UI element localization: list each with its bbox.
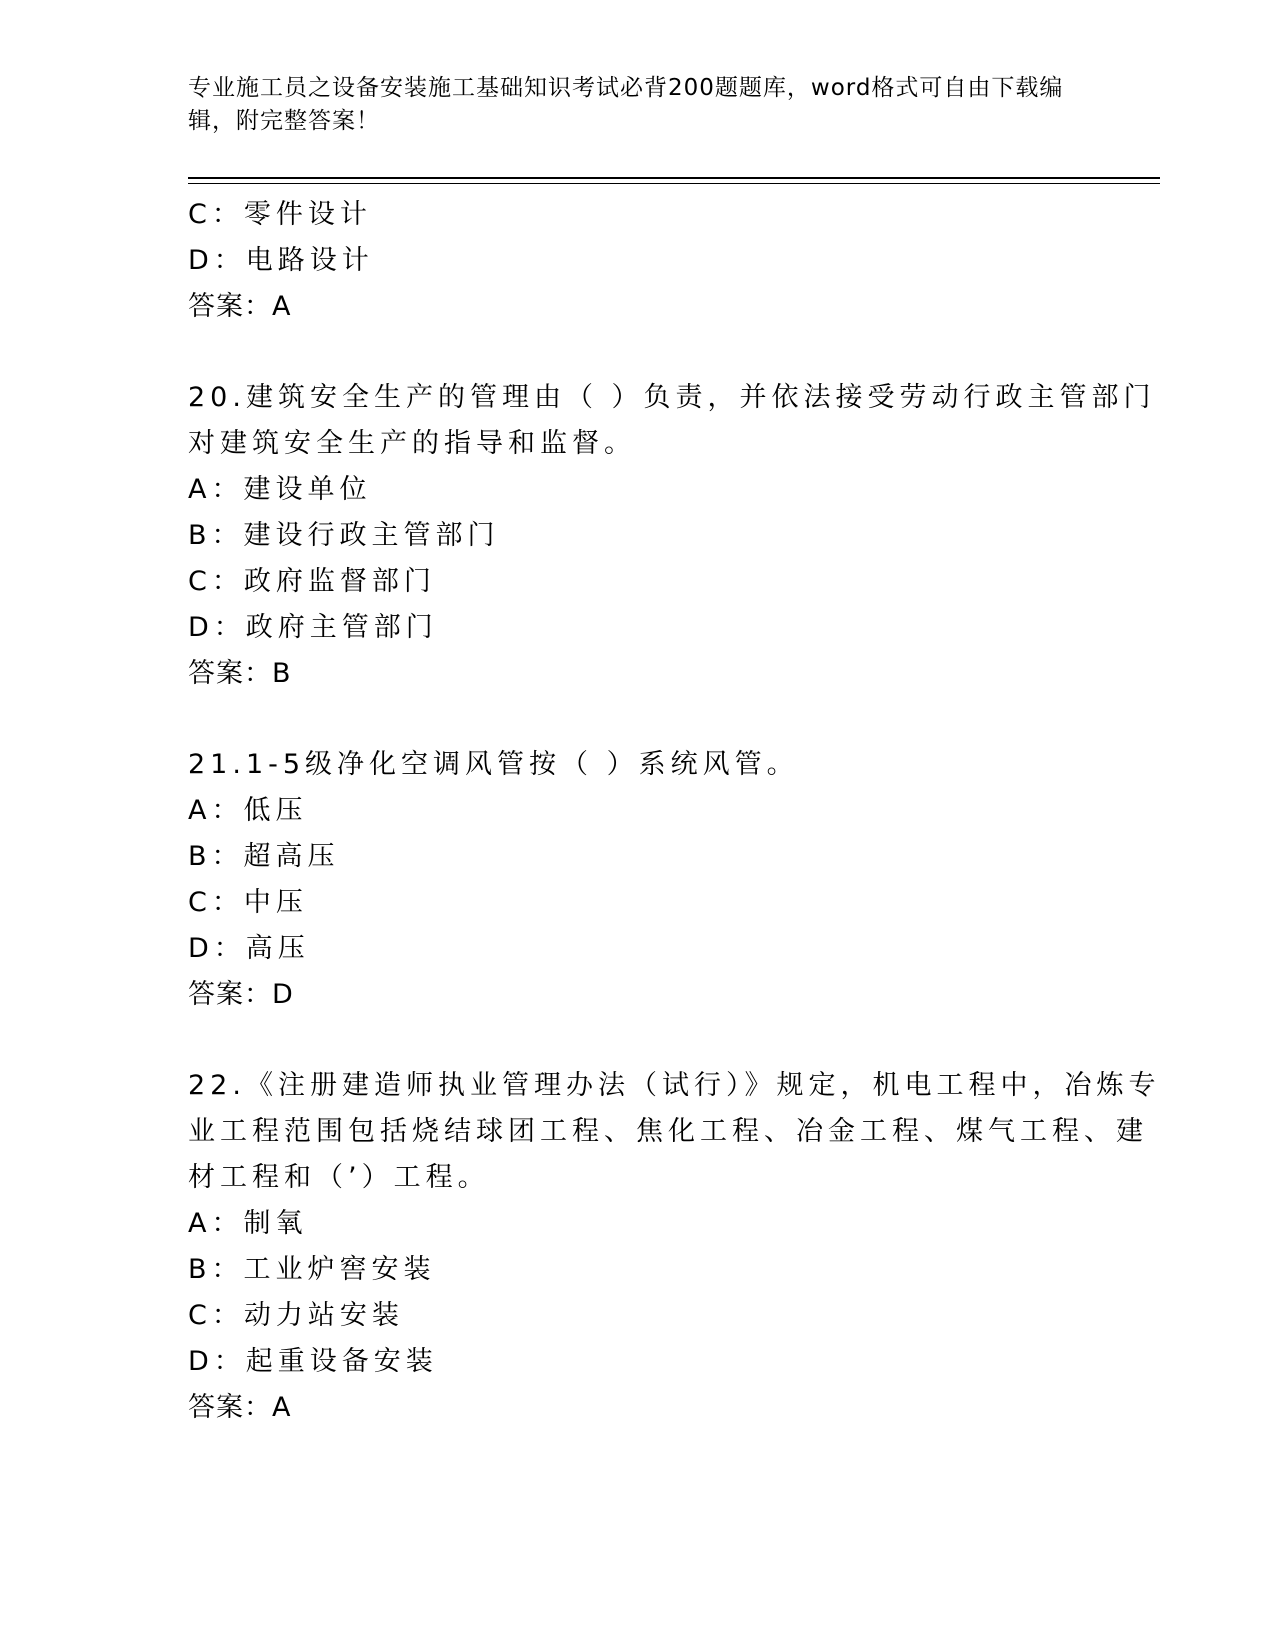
option-line: B：工业炉窖安装 (188, 1254, 436, 1285)
question-21 (188, 742, 1088, 1018)
spacer (188, 330, 1088, 375)
option-line: D：起重设备安装 (188, 1346, 438, 1377)
option-line: B：建设行政主管部门 (188, 520, 500, 551)
answer-line: 答案：A (188, 1392, 292, 1423)
spacer (188, 697, 1088, 742)
option-line: A：低压 (188, 795, 308, 826)
option-line: D：政府主管部门 (188, 612, 438, 643)
question-list (188, 192, 1161, 1431)
option-line: C：中压 (188, 887, 308, 918)
answer-line: 答案：B (188, 658, 292, 689)
question-stem-line: 20.建筑安全生产的管理由（ ）负责，并依法接受劳动行政主管部门 (188, 382, 1156, 413)
question-stem-line: 22.《注册建造师执业管理办法（试行）》规定，机电工程中，冶炼专 (188, 1070, 1161, 1101)
option-line: D：电路设计 (188, 245, 374, 276)
option-line: C：政府监督部门 (188, 566, 436, 597)
answer-line: 答案：D (188, 979, 294, 1010)
question-20 (188, 375, 1156, 697)
question-stem-line: 对建筑安全生产的指导和监督。 (188, 428, 636, 459)
option-line: C：零件设计 (188, 199, 372, 230)
question-stem-line: 21.1-5级净化空调风管按（ ）系统风管。 (188, 749, 799, 780)
option-line: C：动力站安装 (188, 1300, 404, 1331)
answer-line: 答案：A (188, 291, 292, 322)
header-divider-thin (188, 183, 1160, 184)
header-title: 专业施工员之设备安装施工基础知识考试必背200题题库，word格式可自由下载编辑，附完整答案！ (188, 75, 1064, 134)
spacer (188, 1018, 1088, 1063)
question-stem-line: 材工程和（’）工程。 (188, 1162, 490, 1193)
option-line: A：制氧 (188, 1208, 308, 1239)
option-line: D：高压 (188, 933, 310, 964)
question-stem-line: 业工程范围包括烧结球团工程、焦化工程、冶金工程、煤气工程、建 (188, 1116, 1148, 1147)
header-divider-thick (188, 177, 1160, 179)
document-header (188, 72, 1068, 138)
option-line: B：超高压 (188, 841, 340, 872)
question-22 (188, 1063, 1161, 1431)
option-line: A：建设单位 (188, 474, 372, 505)
